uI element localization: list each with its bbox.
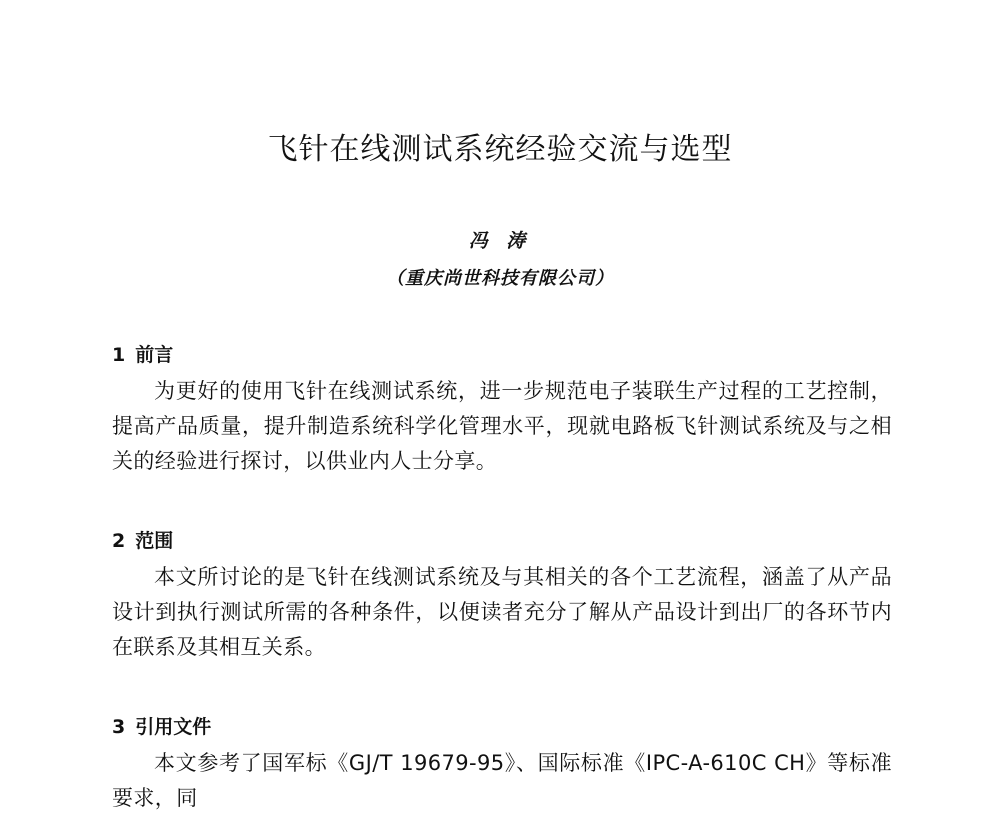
section-number: 2 xyxy=(112,530,126,552)
section-title: 前言 xyxy=(135,344,174,366)
section-heading xyxy=(112,342,892,368)
author-affiliation: （重庆尚世科技有限公司） xyxy=(386,268,614,289)
section-title: 范围 xyxy=(135,530,174,552)
section-preface xyxy=(112,342,892,479)
section-scope xyxy=(112,528,892,665)
section-number: 1 xyxy=(112,344,126,366)
section-references xyxy=(112,714,892,816)
section-number: 3 xyxy=(112,716,126,738)
section-heading xyxy=(112,714,892,740)
document-title: 飞针在线测试系统经验交流与选型 xyxy=(267,132,733,167)
author-name: 冯 涛 xyxy=(468,230,532,252)
section-paragraph: 为更好的使用飞针在线测试系统，进一步规范电子装联生产过程的工艺控制，提高产品质量，提升制造系统科学化管理水平，现就电路板飞针测试系统及与之相关的经验进行探讨，以供业内人士分享。 xyxy=(112,379,892,473)
section-title: 引用文件 xyxy=(135,716,212,738)
section-paragraph: 本文所讨论的是飞针在线测试系统及与其相关的各个工艺流程，涵盖了从产品设计到执行测试所需的各种条件，以便读者充分了解从产品设计到出厂的各环节内在联系及其相互关系。 xyxy=(112,565,892,659)
section-heading xyxy=(112,528,892,554)
section-paragraph: 本文参考了国军标《GJ/T 19679-95》、国际标准《IPC-A-610C CH》等标准要求，同 xyxy=(112,751,892,810)
